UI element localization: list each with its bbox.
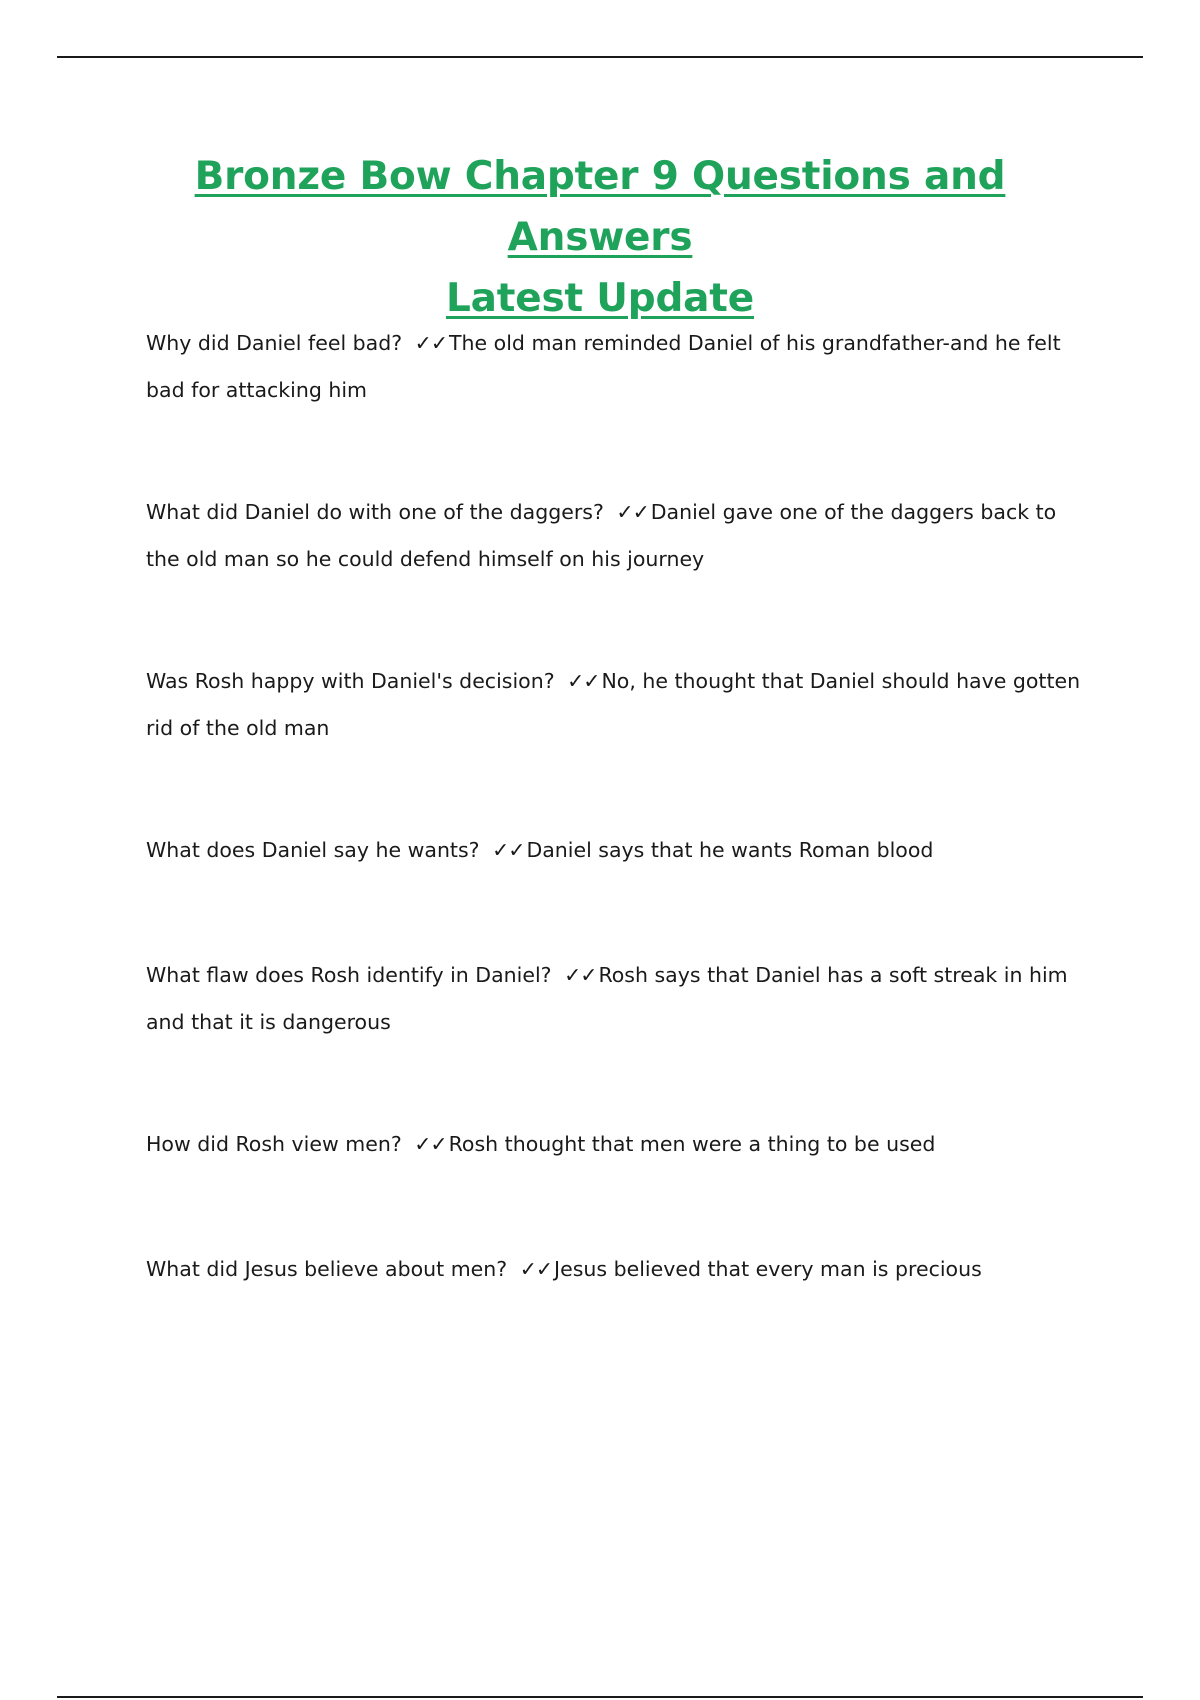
answer-text: No, he thought that Daniel should have gotten rid of the old man: [146, 669, 1081, 740]
check-mark-icon: ✓✓: [414, 1132, 447, 1156]
bottom-rule: [57, 1696, 1143, 1698]
top-rule: [57, 56, 1143, 58]
question-text: Was Rosh happy with Daniel's decision?: [146, 669, 555, 693]
title-line-1: Bronze Bow Chapter 9 Questions and Answers: [194, 154, 1006, 260]
answer-text: Rosh thought that men were a thing to be used: [448, 1132, 936, 1156]
question-text: Why did Daniel feel bad?: [146, 331, 403, 355]
check-mark-icon: ✓✓: [567, 669, 600, 693]
qa-item: [146, 1246, 1096, 1293]
title-line-2: Latest Update: [445, 276, 754, 321]
question-text: What did Daniel do with one of the daggers?: [146, 500, 604, 524]
qa-item: [146, 827, 1096, 874]
answer-text: Jesus believed that every man is precious: [554, 1257, 982, 1281]
answer-text: The old man reminded Daniel of his grandfather-and he felt bad for attacking him: [146, 331, 1061, 402]
check-mark-icon: ✓✓: [616, 500, 649, 524]
check-mark-icon: ✓✓: [414, 331, 448, 355]
question-text: What flaw does Rosh identify in Daniel?: [146, 963, 552, 987]
question-text: What did Jesus believe about men?: [146, 1257, 508, 1281]
qa-item: [146, 320, 1096, 414]
check-mark-icon: ✓✓: [492, 838, 525, 862]
answer-text: Daniel says that he wants Roman blood: [526, 838, 934, 862]
answer-text: Rosh says that Daniel has a soft streak in him and that it is dangerous: [146, 963, 1068, 1034]
qa-item: [146, 952, 1096, 1046]
answer-text: Daniel gave one of the daggers back to the old man so he could defend himself on his journey: [146, 500, 1057, 571]
check-mark-icon: ✓✓: [564, 963, 597, 987]
document-title: [100, 146, 1100, 329]
qa-item: [146, 658, 1096, 752]
question-text: What does Daniel say he wants?: [146, 838, 480, 862]
qa-list: [146, 320, 1096, 1371]
qa-item: [146, 1121, 1096, 1168]
qa-item: [146, 489, 1096, 583]
check-mark-icon: ✓✓: [519, 1257, 553, 1281]
question-text: How did Rosh view men?: [146, 1132, 402, 1156]
